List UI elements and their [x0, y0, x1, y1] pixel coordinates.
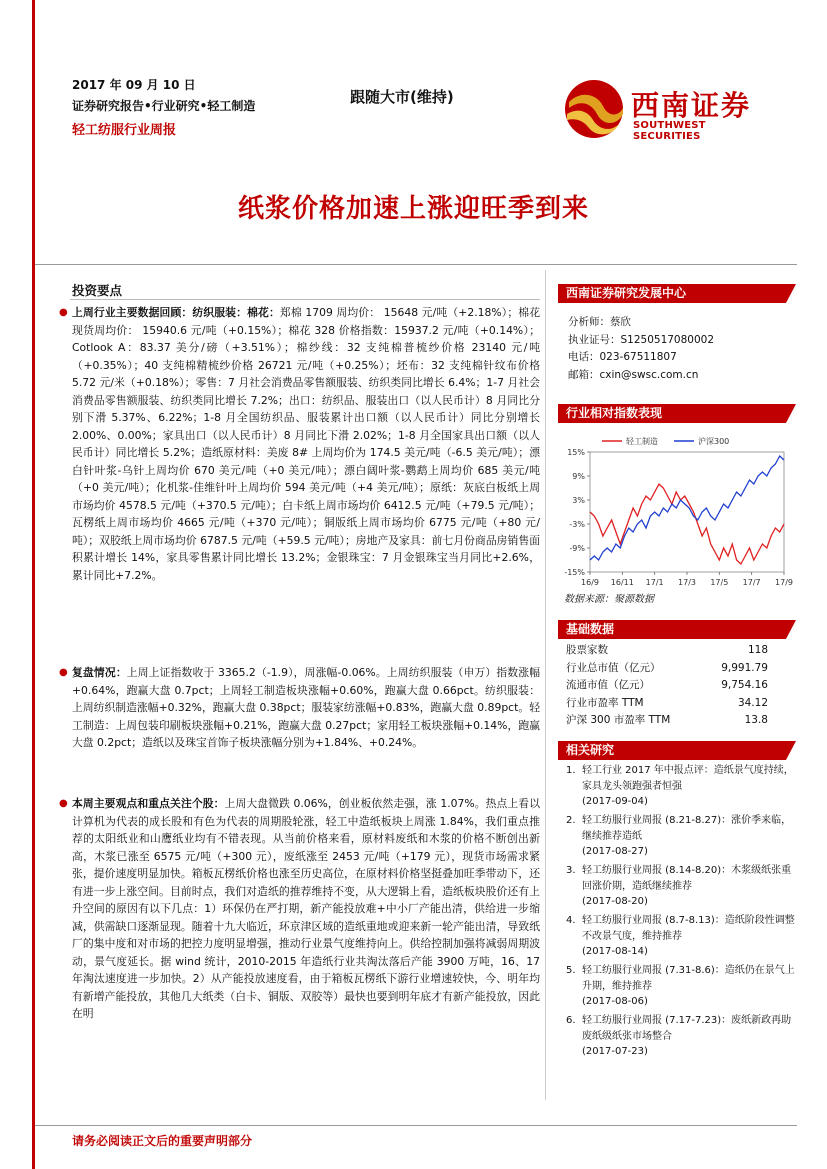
stat-value: 13.8: [744, 714, 768, 726]
item-date: (2017-09-04): [582, 796, 648, 807]
item-date: (2017-07-23): [582, 1046, 648, 1057]
logo-emblem-icon: [563, 78, 625, 140]
paragraph-lead: 复盘情况：: [72, 666, 127, 679]
bullet-icon: ●: [59, 667, 68, 678]
related-research-header: [558, 741, 796, 760]
report-sector: 轻工纺服行业周报: [72, 123, 177, 138]
left-accent-bar: [32, 0, 35, 1169]
item-title: 轻工纺服行业周报 (8.7-8.13)：造纸阶段性调整不改景气度，维持推荐: [582, 915, 795, 942]
paragraph-weekly-data: [59, 304, 541, 584]
analyst-info: [568, 314, 714, 384]
paragraph-lead: 上周行业主要数据回顾：: [72, 306, 193, 319]
stat-row: [566, 712, 768, 730]
item-number: 5.: [566, 965, 576, 976]
item-number: 1.: [566, 765, 576, 776]
x-tick-label: 16/9: [581, 578, 599, 587]
paragraph-sublead: 纺织服装：棉花：: [192, 306, 280, 319]
list-item[interactable]: [566, 913, 798, 960]
stat-row: [566, 677, 768, 695]
analyst-email[interactable]: 邮箱：cxin@swsc.com.cn: [568, 368, 699, 381]
item-title: 轻工纺服行业周报 (7.17-7.23)：废纸新政再助废纸级纸张市场整合: [582, 1015, 792, 1042]
y-tick-label: 9%: [572, 472, 585, 481]
x-tick-label: 17/1: [645, 578, 664, 587]
stat-value: 118: [747, 644, 768, 656]
item-title: 轻工纺服行业周报 (7.31-8.6)：造纸仍在景气上升期，维持推荐: [582, 965, 795, 992]
legend-label: 轻工制造: [626, 437, 658, 446]
x-tick-label: 17/7: [742, 578, 761, 587]
rating: 跟随大市(维持): [350, 88, 454, 106]
item-number: 2.: [566, 815, 576, 826]
series-line-2: [590, 456, 784, 560]
item-number: 4.: [566, 915, 576, 926]
stat-row: [566, 642, 768, 660]
divider: [35, 1125, 797, 1126]
report-title: 纸浆价格加速上涨迎旺季到来: [237, 194, 589, 224]
research-center-title: 西南证券研究发展中心: [566, 286, 687, 300]
analyst-name: 分析师：蔡欣: [568, 316, 631, 328]
x-tick-label: 17/5: [710, 578, 729, 587]
item-number: 6.: [566, 1015, 576, 1026]
item-title: 轻工行业 2017 年中报点评：造纸景气度持续，家具龙头领跑强者恒强: [582, 765, 794, 792]
stat-label: 股票家数: [566, 644, 608, 656]
plot-frame: [590, 452, 784, 572]
legend-label: 沪深300: [698, 437, 730, 446]
column-divider: [545, 270, 546, 1100]
index-chart-svg: [558, 430, 796, 595]
divider: [35, 264, 797, 265]
basic-data-title: 基础数据: [566, 622, 615, 636]
basic-data-header: [558, 620, 796, 639]
list-item[interactable]: [566, 813, 798, 860]
chart-source: 数据来源：聚源数据: [564, 594, 654, 605]
x-tick-label: 17/3: [678, 578, 696, 587]
stat-label: 流通市值（亿元）: [566, 679, 650, 691]
index-chart-title: 行业相对指数表现: [566, 406, 663, 420]
paragraph-views: [59, 795, 541, 1023]
index-chart-header: [558, 404, 796, 423]
analyst-license: 执业证号：S1250517080002: [568, 333, 715, 346]
list-item[interactable]: [566, 963, 798, 1010]
index-chart: [558, 430, 796, 595]
stat-label: 沪深 300 市盈率 TTM: [566, 714, 671, 726]
footer-disclaimer: 请务必阅读正文后的重要声明部分: [72, 1134, 253, 1148]
logo-english-name: SOUTHWEST SECURITIES: [633, 120, 706, 142]
company-logo: [563, 78, 773, 140]
section-heading: 投资要点: [72, 283, 123, 298]
item-title: 轻工纺服行业周报 (8.14-8.20)：木浆级纸张重回涨价期，造纸继续推荐: [582, 865, 792, 892]
paragraph-text: 郑棉 1709 周均价： 15648 元/吨（+2.18%）；棉花现货周均价： 15940.6 元/吨（+0.15%）；棉花 328 价格指数：15937.2 元/吨（+0.14%）；Cotlook A：83.37 美分/磅（+3.51%）；棉纱线：32 支纯棉普梳纱价格 23140 元/吨（+0.35%）；40 支纯棉精梳纱价格 26721 元/吨（+0.25%）；坯布：32 支纯棉针纹布价格 5.72 元/米（+0.18%）；零售：7 月社会消费品零售额服装、纺织类同比增长 6.4%；1-7 月社会消费品零售额服装、纺织类同比增长 7.2%；出口：纺织品、服装出口（以人民币计）8 月同比分别下滑 5.37%、6.22%；1-8 月全国纺织品、服装累计出口额（以人民币计）同比分别增长 2.00%、0.00%；家具出口（以人民币计）8 月同比下滑 2.02%；1-8 月全国家具出口额（以人民币计）同比增长 5.2%；造纸原材料：美废 8# 上周均价为 174.5 美元/吨（-6.5 美元/吨）；漂白针叶浆-乌针上周均价 670 美元/吨（+0 美元/吨）；漂白阔叶浆-鹦鹉上周均价 685 美元/吨（+0 美元/吨）；化机浆-佳维针叶上周均价 594 美元/吨（+4 美元/吨）；原纸：灰底白板纸上周市场均价 4578.5 元/吨（+370.5 元/吨）；白卡纸上周市场均价 6412.5 元/吨（+79.5 元/吨）；瓦楞纸上周市场均价 4665 元/吨（+370 元/吨）；铜版纸上周市场均价 6775 元/吨（+80 元/吨）；双胶纸上周市场均价 6787.5 元/吨（+59.5 元/吨）；房地产及家具：前七月份商品房销售面积累计增长 14%，家具零售累计同比增长 13.2%；金银珠宝：7 月金银珠宝当月同比+2.6%，累计同比+7.2%。: [72, 306, 541, 582]
logo-chinese-name: 西南证券: [631, 89, 752, 122]
report-category: 证券研究报告•行业研究•轻工制造: [72, 99, 256, 113]
paragraph-text: 上周上证指数收于 3365.2（-1.9），周涨幅-0.06%。上周纺织服装（申万）指数涨幅+0.64%，跑赢大盘 0.7pct；上周轻工制造板块涨幅+0.60%，跑赢大盘 0.66pct。纺织服装：上周纺织制造涨幅+0.32%，跑赢大盘 0.38pct；服装家纺涨幅+0.83%，跑赢大盘 0.89pct。轻工制造：上周包装印刷板块涨幅+0.21%，跑赢大盘 0.27pct；家用轻工板块涨幅+0.14%，跑赢大盘 0.2pct；造纸以及珠宝首饰子板块涨幅分别为+1.84%、+0.24%。: [72, 666, 541, 749]
analyst-phone: 电话：023-67511807: [568, 351, 677, 363]
paragraph-text: 上周大盘微跌 0.06%，创业板依然走强，涨 1.07%。热点上看以计算机为代表的成长股和有色为代表的周期股轮涨，轻工中造纸板块上周涨 1.84%，我们重点推荐的太阳纸业和山鹰纸业均有不错表现。从当前价格来看，原材料废纸和木浆的价格不断创出新高，木浆已涨至 6575 元/吨（+300 元），废纸涨至 2453 元/吨（+179 元），现货市场需求紧张，提价速度明显加快。箱板瓦楞纸价格也涨至历史高位，在原材料价格坚挺叠加旺季带动下，还有进一步上涨空间。目前时点，我们对造纸的推荐维持不变，从大逻辑上看，造纸板块股价还有上升空间的原因有以下几点：1）环保仍在严打期，新产能投放难+中小厂产能出清，供给进一步缩减，供需缺口逐渐显现。随着十九大临近，环京津区域的造纸重地或迎来新一轮产能出清，导致纸厂的集中度和对市场的把控力度明显增强，推动行业景气度维持向上。供给控制加强将减弱周期波动，景气度延长。据 wind 统计，2010-2015 年造纸行业共淘汰落后产能 3900 万吨，16、17 年淘汰速度进一步加快。2）从产能投放速度看，由于箱板瓦楞纸下游行业增速较快，今、明年均有新增产能投放，其他几大纸类（白卡、铜版、双胶等）最快也要到明年底才有新产能投放，因此在明: [72, 797, 541, 1020]
item-date: (2017-08-06): [582, 996, 648, 1007]
related-research-title: 相关研究: [566, 743, 615, 757]
divider: [70, 299, 540, 300]
stat-row: [566, 660, 768, 678]
list-item[interactable]: [566, 1013, 798, 1060]
bullet-icon: ●: [59, 307, 68, 318]
stat-row: [566, 695, 768, 713]
bullet-icon: ●: [59, 798, 68, 809]
item-date: (2017-08-27): [582, 846, 648, 857]
x-tick-label: 16/11: [610, 578, 634, 587]
basic-data-table: [566, 642, 768, 730]
stat-label: 行业总市值（亿元）: [566, 661, 661, 674]
item-number: 3.: [566, 865, 576, 876]
stat-value: 9,754.16: [721, 679, 768, 691]
list-item[interactable]: [566, 863, 798, 910]
item-date: (2017-08-20): [582, 896, 648, 907]
report-date: 2017 年 09 月 10 日: [72, 78, 196, 92]
related-research-list: [566, 763, 798, 1063]
series-line-1: [590, 484, 784, 564]
stat-value: 9,991.79: [721, 661, 768, 674]
research-center-header: [558, 284, 796, 303]
item-date: (2017-08-14): [582, 946, 648, 957]
y-tick-label: -9%: [569, 544, 585, 553]
y-tick-label: -3%: [569, 520, 585, 529]
list-item[interactable]: [566, 763, 798, 810]
stat-label: 行业市盈率 TTM: [566, 696, 644, 709]
stat-value: 34.12: [737, 696, 768, 709]
y-tick-label: 3%: [572, 496, 585, 505]
x-tick-label: 17/9: [775, 578, 793, 587]
y-tick-label: 15%: [567, 448, 585, 457]
paragraph-review: [59, 664, 541, 752]
y-tick-label: -15%: [564, 568, 585, 577]
paragraph-lead: 本周主要观点和重点关注个股：: [72, 797, 225, 810]
item-title: 轻工纺服行业周报 (8.21-8.27)：涨价季来临，继续推荐造纸: [582, 815, 792, 842]
